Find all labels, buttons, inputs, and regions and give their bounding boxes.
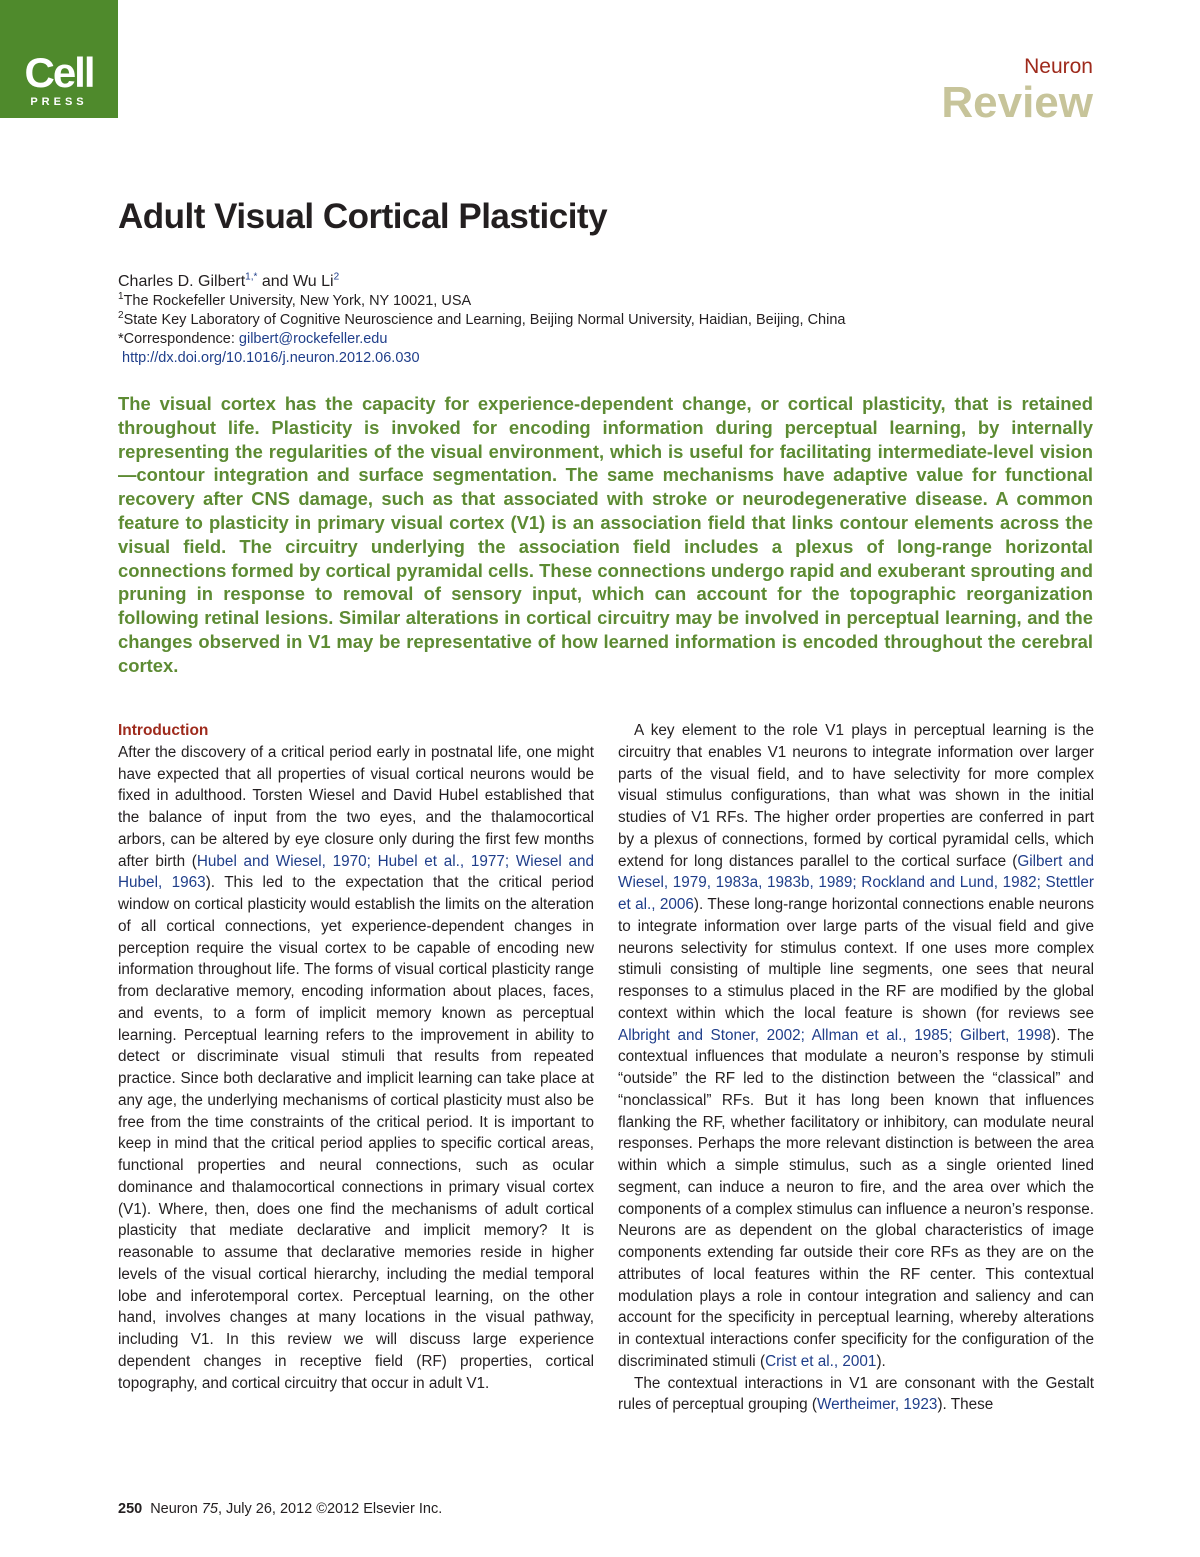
section-heading-introduction: Introduction <box>118 722 209 739</box>
author-conjunction: and <box>257 273 293 290</box>
right-column <box>618 720 1094 1416</box>
author-block <box>118 271 1078 368</box>
footer-volume: 75 <box>201 1501 218 1517</box>
citation-link[interactable]: Albright and Stoner, 2002; Allman et al., 1985; Gilbert, 1998 <box>618 1026 1051 1044</box>
paragraph-text: After the discovery of a critical period early in postnatal life, one might have expected that all properties of visual cortical neurons would be fixed in adulthood. Torsten Wiesel and David Hubel established that the balance of input from the two eyes, and the thalamocortical arbors, can be altered by eye closure only during the first few months after birth ( <box>118 743 594 870</box>
paragraph-text: ). These long-range horizontal connections enable neurons to integrate information over large parts of the visual field and give neurons selectivity for stimulus context. If one uses more complex stimuli consisting of multiple line segments, one sees that neural responses to a stimulus placed in the RF are modified by the global context within which the local feature is shown (for reviews see <box>618 896 1094 1022</box>
article-type: Review <box>941 78 1093 127</box>
page-footer <box>118 1499 442 1519</box>
affiliation-text: State Key Laboratory of Cognitive Neuroscience and Learning, Beijing Normal University, Haidian, Beijing, China <box>123 312 846 328</box>
citation-link[interactable]: Hubel and Wiesel, 1970; Hubel et al., 1977; Wiesel and Hubel, 1963 <box>118 852 594 892</box>
paragraph-text: ). <box>876 1352 886 1370</box>
doi-link[interactable]: http://dx.doi.org/10.1016/j.neuron.2012.06.030 <box>122 350 420 366</box>
paragraph <box>118 742 594 1395</box>
author-name: Charles D. Gilbert <box>118 273 246 290</box>
affiliation-1 <box>118 292 1078 311</box>
footer-date-copyright: , July 26, 2012 ©2012 Elsevier Inc. <box>217 1501 443 1517</box>
paragraph-text: The contextual interactions in V1 are consonant with the Gestalt rules of perceptual grouping ( <box>618 1374 1094 1414</box>
citation-link[interactable]: Crist et al., 2001 <box>765 1352 877 1370</box>
logo-word: Cell <box>24 49 94 96</box>
doi-line <box>118 349 1078 368</box>
author-names <box>118 271 1078 292</box>
citation-link[interactable]: Wertheimer, 1923 <box>816 1396 938 1414</box>
paragraph <box>618 720 1094 1373</box>
article-title: Adult Visual Cortical Plasticity <box>118 197 608 236</box>
cell-press-logo <box>0 0 118 118</box>
journal-name: Neuron <box>1024 55 1093 78</box>
author-superscript[interactable]: 1,* <box>245 271 258 283</box>
logo-subtitle: PRESS <box>30 96 88 108</box>
affiliation-marker: 2 <box>118 310 124 322</box>
author-superscript[interactable]: 2 <box>333 271 340 283</box>
author-name: Wu Li <box>292 273 334 290</box>
paragraph-text: ). These <box>937 1396 994 1414</box>
citation-link[interactable]: Gilbert and Wiesel, 1979, 1983a, 1983b, 1989; Rockland and Lund, 1982; Stettler et al., 2006 <box>618 852 1095 913</box>
paragraph-text: A key element to the role V1 plays in perceptual learning is the circuitry that enables V1 neurons to integrate information over larger parts of the visual field, and to have selectivity for more complex visual stimulus configurations, than what was shown in the initial studies of V1 RFs. The higher order properties are conferred in part by a plexus of connections, formed by cortical pyramidal cells, which extend for long distances parallel to the cortical surface ( <box>618 722 1094 870</box>
paragraph-text: ). This led to the expectation that the critical period window on cortical plasticity would establish the limits on the alteration of all cortical connections, yet experience-dependent changes in perception require the visual cortex to be capable of encoding new information throughout life. The forms of visual cortical plasticity range from declarative memory, encoding information about places, faces, and events, to a form of implicit memory known as perceptual learning. Perceptual learning refers to the improvement in ability to detect or discriminate visual stimuli that results from repeated practice. Since both declarative and implicit learning can take place at any age, the underlying mechanisms of cortical plasticity must also be free from the time constraints of the critical period. It is important to keep in mind that the critical period applies to specific cortical areas, functional properties and neural connections, such as ocular dominance and thalamocortical connections in primary visual cortex (V1). Where, then, does one find the mechanisms of adult cortical plasticity that mediate declarative and implicit memory? It is reasonable to assume that declarative memories reside in higher levels of the visual cortical hierarchy, including the medial temporal lobe and inferotemporal cortex. Perceptual learning, on the other hand, involves changes at many locations in the visual pathway, including V1. In this review we will discuss large experience dependent changes in receptive field (RF) properties, cortical topography, and cortical circuitry that occur in adult V1. <box>118 874 594 1392</box>
affiliation-text: The Rockefeller University, New York, NY 10021, USA <box>123 293 472 309</box>
affiliation-2 <box>118 311 1078 330</box>
paragraph-text: ). The contextual influences that modulate a neuron’s response by stimuli “outside” the RF led to the distinction between the “classical” and “nonclassical” RFs. But it has long been known that influences flanking the RF, whether facilitatory or inhibitory, can modulate neural responses. Perhaps the more relevant distinction is between the area within which a simple stimulus, such as a single oriented lined segment, can induce a neuron to fire, and the area over which the components of a complex stimulus can influence a neuron’s response. Neurons are as dependent on the global characteristics of image components extending far outside their core RFs as they are on the attributes of local features within the RF center. This contextual modulation plays a role in contour integration and saliency and can account for the specificity in perceptual learning, whereby alterations in contextual interactions confer specificity for the configuration of the discriminated stimuli ( <box>618 1026 1094 1370</box>
affiliation-marker: 1 <box>118 291 124 303</box>
paragraph <box>618 1373 1094 1417</box>
correspondence <box>118 330 1078 349</box>
page-number: 250 <box>118 1501 143 1517</box>
email-link[interactable]: gilbert@rockefeller.edu <box>238 331 388 347</box>
left-column <box>118 720 594 1394</box>
correspondence-label: *Correspondence: <box>118 331 239 347</box>
abstract: The visual cortex has the capacity for experience-dependent change, or cortical plasticity, that is retained throughout life. Plasticity is invoked for encoding information during perceptual learning, by internally representing the regularities of the visual environment, which is useful for facilitating intermediate-level vision—contour integration and surface segmentation. The same mechanisms have adaptive value for functional recovery after CNS damage, such as that associated with stroke or neurodegenerative disease. A common feature to plasticity in primary visual cortex (V1) is an association field that links contour elements across the visual field. The circuitry underlying the association field includes a plexus of long-range horizontal connections formed by cortical pyramidal cells. These connections undergo rapid and exuberant sprouting and pruning in response to removal of sensory input, which can account for the topographic reorganization following retinal lesions. Similar alterations in cortical circuitry may be involved in perceptual learning, and the changes observed in V1 may be representative of how learned information is encoded throughout the cerebral cortex. <box>118 393 1093 676</box>
footer-journal: Neuron <box>150 1501 202 1517</box>
